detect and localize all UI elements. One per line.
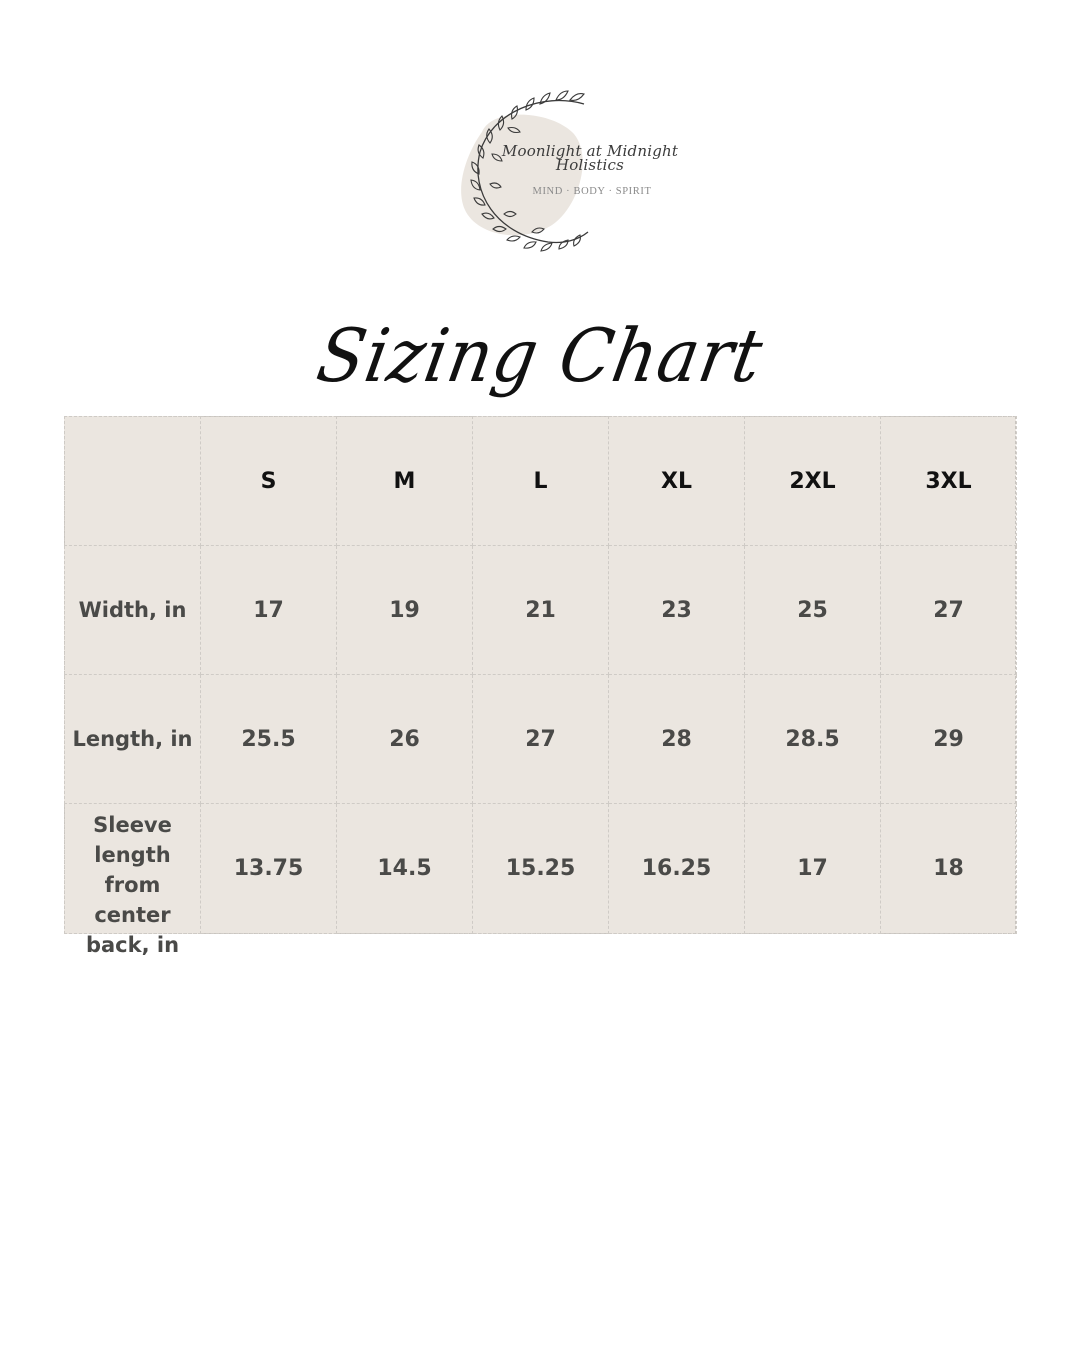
size-header-l: L [473,417,609,546]
table-cell: 26 [337,675,473,804]
table-cell: 27 [881,546,1017,675]
table-cell: 18 [881,804,1017,934]
size-header-xl: XL [609,417,745,546]
brand-logo [452,92,688,252]
table-cell: 21 [473,546,609,675]
table-row-length [65,675,1017,804]
sizing-table [64,416,1016,957]
table-cell: 15.25 [473,804,609,934]
row-label-sleeve-cell [65,804,201,957]
row-label-width: Width, in [65,546,201,675]
table-cell: 14.5 [337,804,473,934]
page-title: Sizing Chart [311,313,770,400]
logo-tagline: MIND · BODY · SPIRIT [532,186,652,197]
logo-brand-name [492,144,688,172]
table-cell: 27 [473,675,609,804]
row-label-length: Length, in [65,675,201,804]
table-corner-cell [65,417,201,546]
table-header-row [65,417,1017,546]
row-label-sleeve: Sleeve length from center back, in [85,813,180,957]
table-cell: 23 [609,546,745,675]
logo-name-line2: Holistics [555,156,625,174]
table-cell: 16.25 [609,804,745,934]
table-cell: 28 [609,675,745,804]
sizing-table-grid [64,416,1017,957]
table-cell: 17 [201,546,337,675]
logo-name-line1: Moonlight at Midnight [501,142,679,160]
table-cell: 25 [745,546,881,675]
table-row-width [65,546,1017,675]
table-cell: 29 [881,675,1017,804]
size-header-m: M [337,417,473,546]
size-header-3xl: 3XL [881,417,1017,546]
size-header-2xl: 2XL [745,417,881,546]
table-cell: 17 [745,804,881,934]
size-header-s: S [201,417,337,546]
table-row-sleeve [65,804,1017,934]
table-cell: 13.75 [201,804,337,934]
table-cell: 25.5 [201,675,337,804]
table-cell: 19 [337,546,473,675]
table-cell: 28.5 [745,675,881,804]
